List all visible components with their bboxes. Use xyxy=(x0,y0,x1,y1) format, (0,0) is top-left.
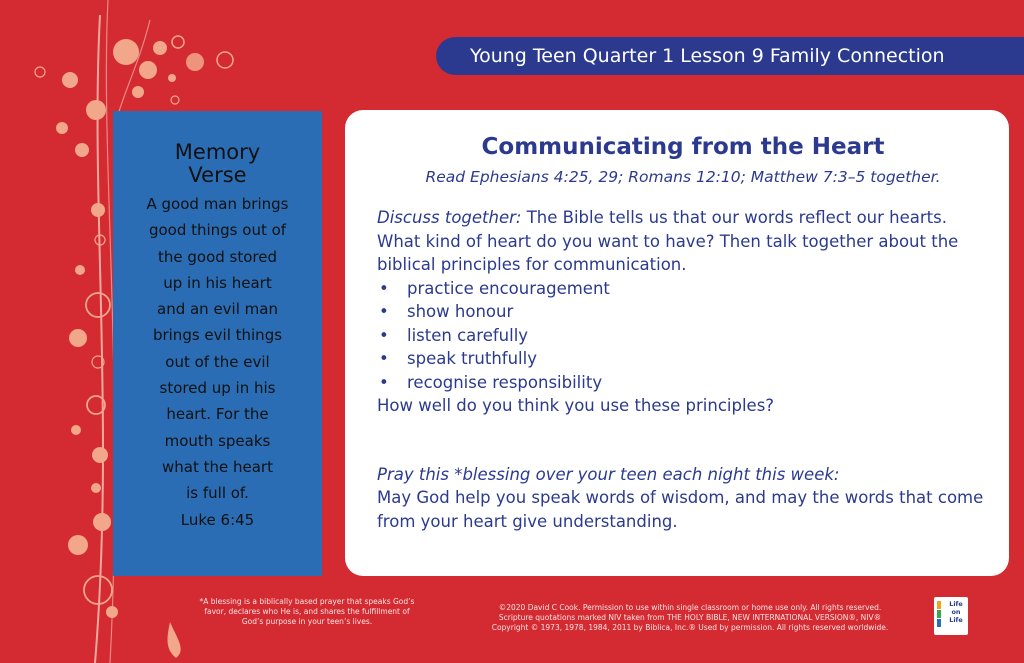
verse-line: out of the evil xyxy=(165,352,270,371)
main-title: Communicating from the Heart xyxy=(481,134,885,160)
discuss-text: The Bible tells us that our words reflect our hearts. What kind of heart do you want to have? Then talk together about the biblical principles for communication. xyxy=(377,208,959,274)
verse-line: is full of. xyxy=(186,484,249,503)
verse-line: brings evil things xyxy=(152,326,283,345)
logo-bar-green xyxy=(937,610,941,618)
verse-line: stored up in his xyxy=(159,379,276,398)
memory-verse-text xyxy=(113,191,322,533)
verse-line: the good stored xyxy=(157,247,277,266)
list-item: • show honour xyxy=(377,300,989,324)
list-item: • practice encouragement xyxy=(377,277,989,301)
discuss-label: Discuss together: xyxy=(377,208,522,227)
pray-text: May God help you speak words of wisdom, and may the words that come from your heart give understanding. xyxy=(377,488,984,531)
list-item: • speak truthfully xyxy=(377,347,989,371)
blessing-footnote: *A blessing is a biblically based prayer that speaks God’s favor, declares who He is, and shares the fulfillment of God’s purpose in your teen’s lives. xyxy=(199,597,415,626)
pray-label: Pray this *blessing over your teen each night this week: xyxy=(377,464,840,484)
verse-line: good things out of xyxy=(148,221,287,240)
reflection-question: How well do you think you use these principles? xyxy=(377,396,775,415)
reading-instruction: Read Ephesians 4:25, 29; Romans 12:10; Matthew 7:3–5 together. xyxy=(425,168,941,186)
verse-line: mouth speaks xyxy=(164,431,271,450)
memory-verse-title: Memory Verse xyxy=(174,140,261,187)
lesson-banner xyxy=(436,37,1024,75)
verse-line: heart. For the xyxy=(166,405,269,424)
logo-bar-blue xyxy=(937,619,941,627)
memory-verse-card xyxy=(113,111,322,576)
verse-line: and an evil man xyxy=(157,300,278,319)
list-item: • listen carefully xyxy=(377,324,989,348)
family-connection-card xyxy=(345,110,1009,576)
discuss-paragraph xyxy=(377,206,989,277)
logo-bar-orange xyxy=(937,601,941,609)
verse-line: up in his heart xyxy=(163,273,272,292)
verse-line: what the heart xyxy=(162,457,273,476)
principles-list xyxy=(377,277,989,395)
copyright-notice: ©2020 David C Cook. Permission to use within single classroom or home use only. All rights reserved. Scripture quotations marked NIV taken from THE HOLY BIBLE, NEW INTERNATIONAL VERSION®, NIV® Copyright © 1973, 1978, 1984, 2011 by Biblica, Inc.® Used by permission. All rights reserved worldwide. xyxy=(491,603,889,632)
logo-text: Life on Life xyxy=(949,600,963,624)
life-on-life-logo xyxy=(934,597,968,635)
banner-title: Young Teen Quarter 1 Lesson 9 Family Connection xyxy=(470,45,945,67)
verse-line: A good man brings xyxy=(146,195,289,213)
verse-reference: Luke 6:45 xyxy=(180,510,255,529)
list-item: • recognise responsibility xyxy=(377,371,989,395)
